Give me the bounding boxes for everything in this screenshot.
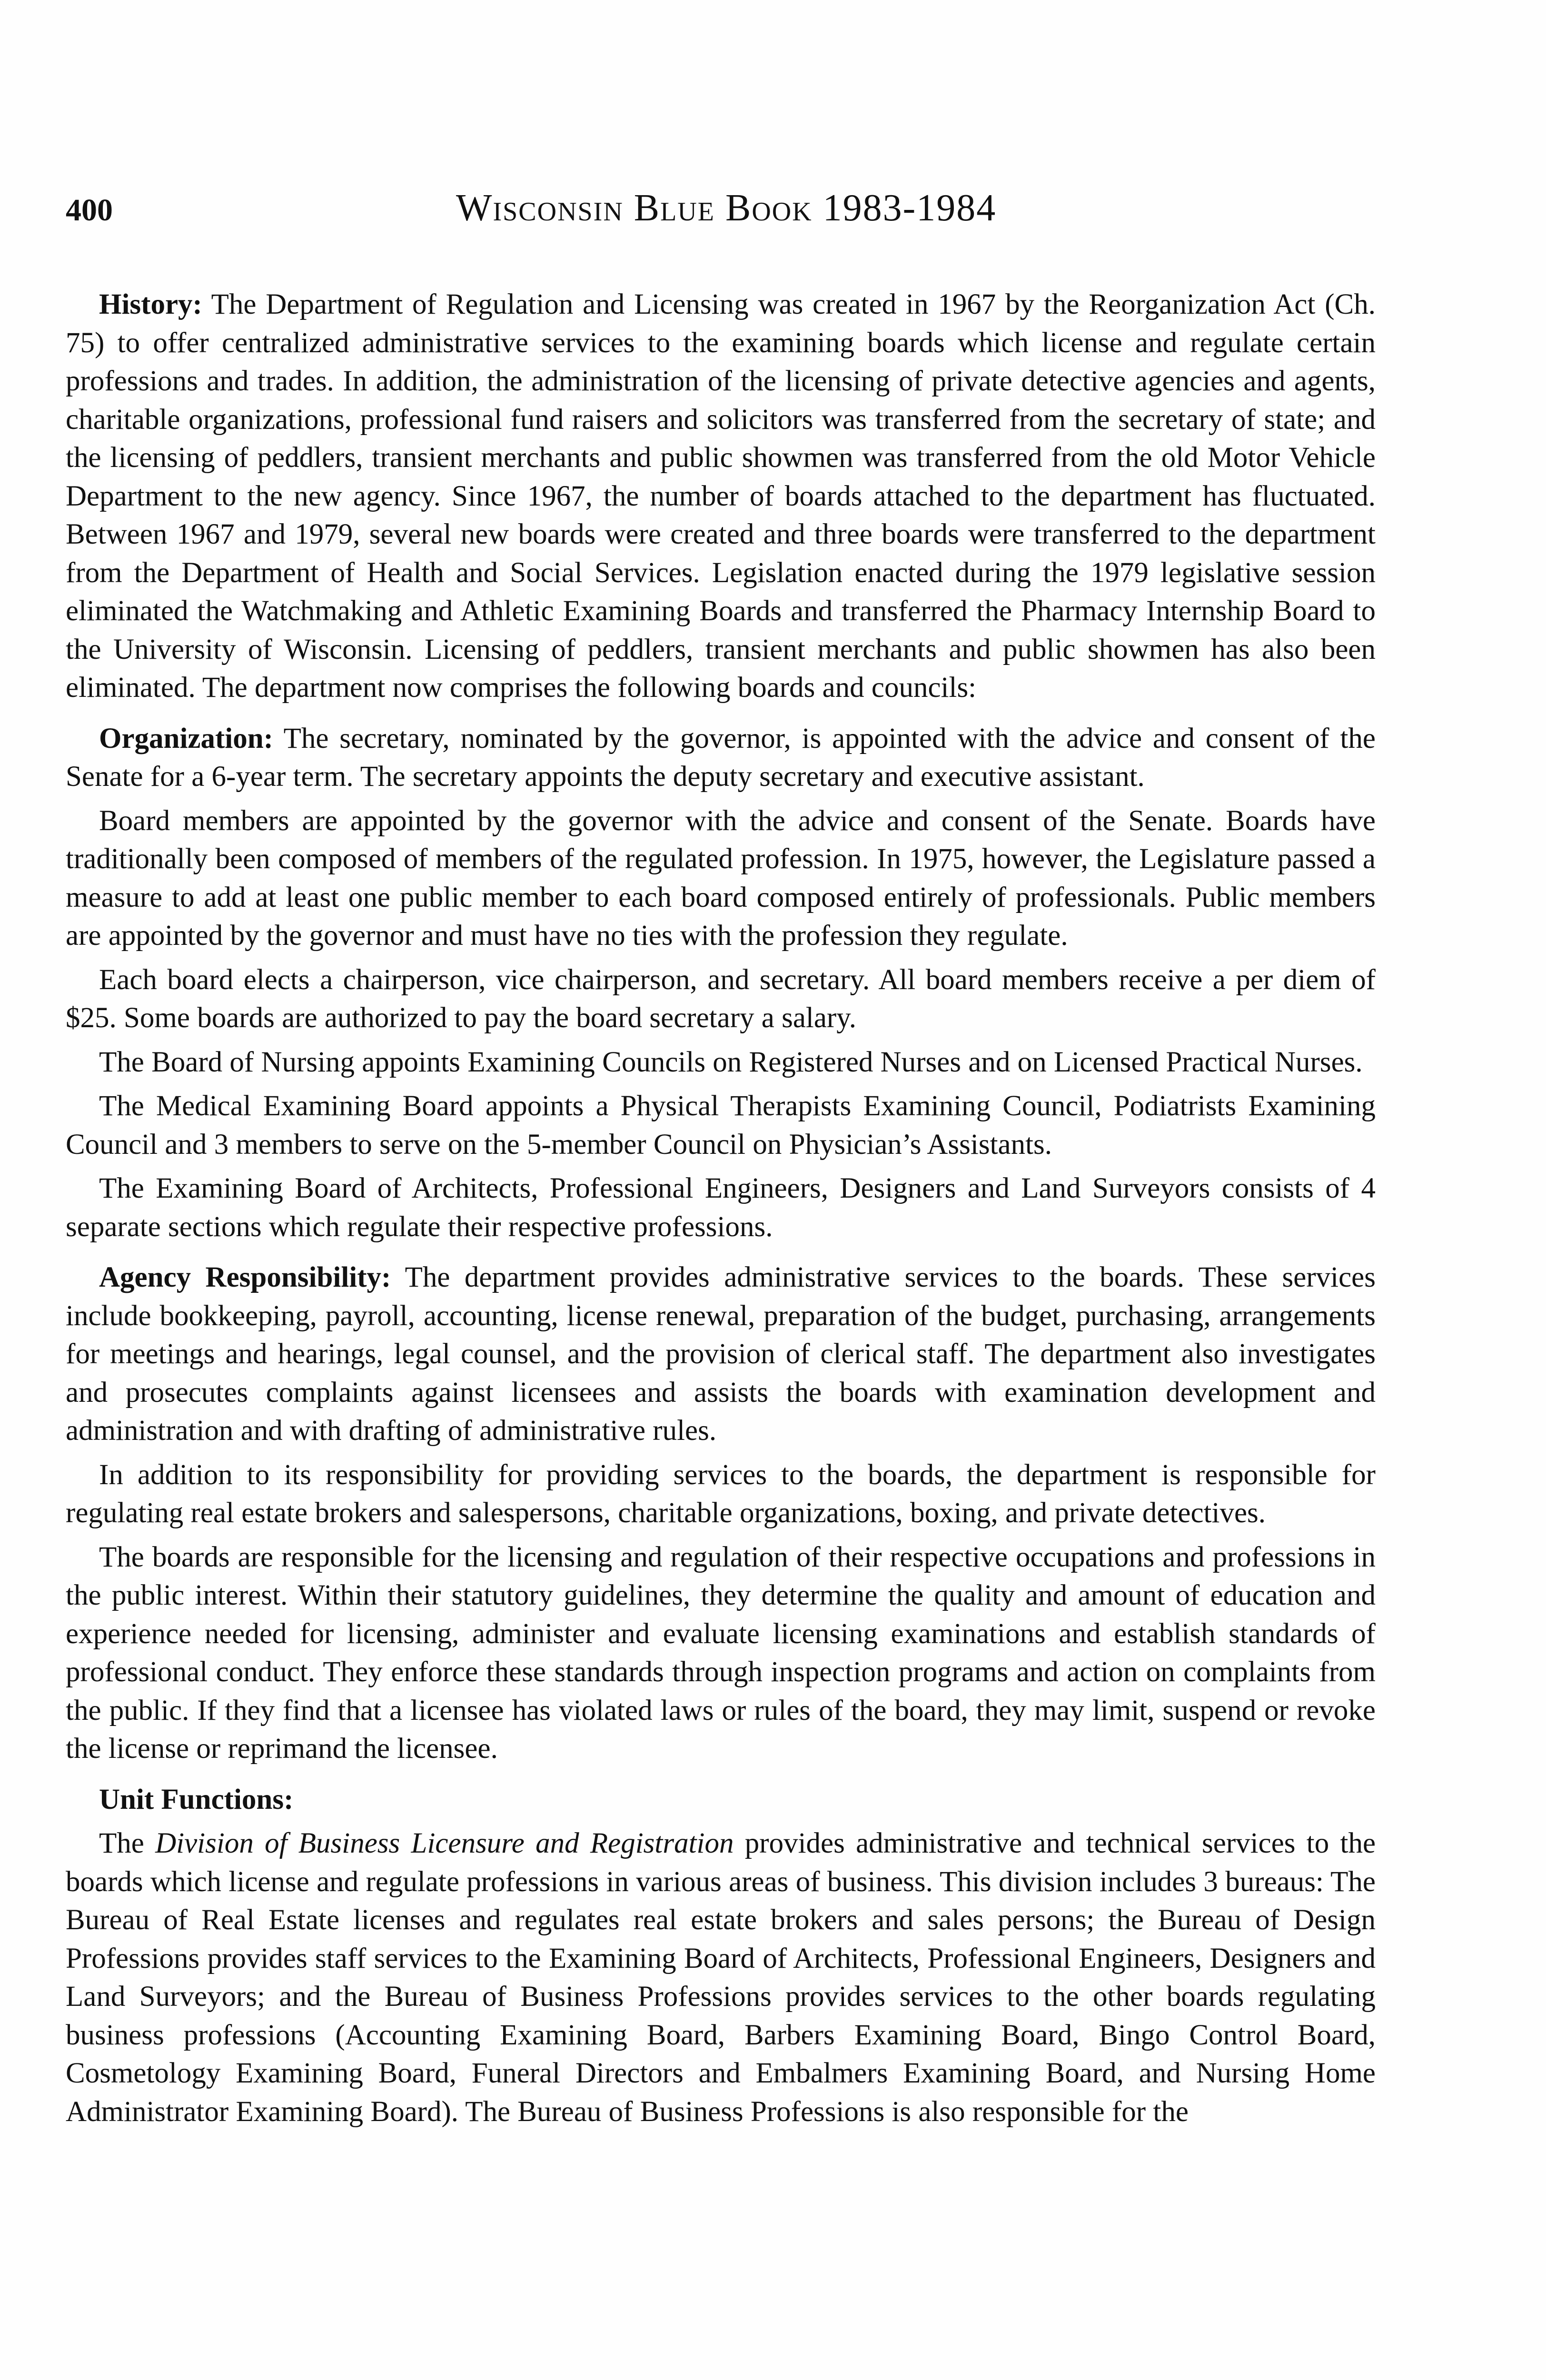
book-title: Wisconsin Blue Book 1983-1984 (456, 187, 997, 229)
division-name: Division of Business Licensure and Registration (155, 1827, 734, 1859)
organization-label: Organization: (99, 722, 273, 754)
board-officers-paragraph: Each board elects a chairperson, vice chairperson, and secretary. All board members receive a per diem of $25. Some boards are authorized to pay the board secretary a salary. (66, 963, 1376, 1034)
organization-paragraph (66, 720, 1376, 796)
unit-functions-heading: Unit Functions: (99, 1783, 294, 1815)
division-paragraph (66, 1825, 1376, 2131)
running-head (66, 187, 1375, 239)
history-label: History: (99, 288, 202, 320)
history-paragraph (66, 286, 1376, 707)
regulation-paragraph: In addition to its responsibility for providing services to the boards, the department is responsible for regulating real estate brokers and salespersons, charitable organizations, boxing, and private detectives. (66, 1458, 1376, 1529)
boards-paragraph: The boards are responsible for the licensing and regulation of their respective occupations and professions in the public interest. Within their statutory guidelines, they determine the quality and amount of education and experience needed for licensing, administer and evaluate licensing examinations and establish standards of professional conduct. They enforce these standards through inspection programs and action on complaints from the public. If they find that a licensee has violated laws or rules of the board, they may limit, suspend or revoke the license or reprimand the licensee. (66, 1541, 1376, 1765)
architects-paragraph: The Examining Board of Architects, Professional Engineers, Designers and Land Surveyors consists of 4 separate sections which regulate their respective professions. (66, 1172, 1376, 1243)
organization-text: The secretary, nominated by the governor, is appointed with the advice and consent of the Senate for a 6-year term. The secretary appoints the deputy secretary and executive assistant. (66, 722, 1376, 793)
nursing-paragraph: The Board of Nursing appoints Examining Councils on Registered Nurses and on Licensed Practical Nurses. (99, 1046, 1363, 1078)
division-lead: The (99, 1827, 156, 1859)
page-number: 400 (66, 193, 113, 228)
agency-label: Agency Responsibility: (99, 1261, 391, 1293)
agency-paragraph (66, 1259, 1376, 1450)
division-text: provides administrative and technical services to the boards which license and regulate professions in various areas of business. This division includes 3 bureaus: The Bureau of Real Estate licenses and regulates real estate brokers and sales persons; the Bureau of Design Professions provides staff services to the Examining Board of Architects, Professional Engineers, Designers and Land Surveyors; and the Bureau of Business Professions provides services to the other boards regulating business professions (Accounting Examining Board, Barbers Examining Board, Bingo Control Board, Cosmetology Examining Board, Funeral Directors and Embalmers Examining Board, and Nursing Home Administrator Examining Board). The Bureau of Business Professions is also responsible for the (66, 1827, 1376, 2128)
medical-paragraph: The Medical Examining Board appoints a Physical Therapists Examining Council, Podiatrists Examining Council and 3 members to serve on the 5-member Council on Physician’s Assistants. (66, 1090, 1376, 1160)
board-members-paragraph: Board members are appointed by the governor with the advice and consent of the Senate. Boards have traditionally been composed of members of the regulated profession. In 1975, however, the Legislature passed a measure to add at least one public member to each board composed entirely of professionals. Public members are appointed by the governor and must have no ties with the profession they regulate. (66, 804, 1376, 952)
agency-text: The department provides administrative services to the boards. These services include bookkeeping, payroll, accounting, license renewal, preparation of the budget, purchasing, arrangements for meetings and hearings, legal counsel, and the provision of clerical staff. The department also investigates and prosecutes complaints against licensees and assists the boards with examination development and administration and with drafting of administrative rules. (66, 1261, 1376, 1447)
body-text (66, 286, 1376, 2131)
history-text: The Department of Regulation and Licensing was created in 1967 by the Reorganization Act (Ch. 75) to offer centralized administrative services to the examining boards which license and regulate certain professions and trades. In addition, the administration of the licensing of private detective agencies and agents, charitable organizations, professional fund raisers and solicitors was transferred from the secretary of state; and the licensing of peddlers, transient merchants and public showmen was transferred from the old Motor Vehicle Department to the new agency. Since 1967, the number of boards attached to the department has fluctuated. Between 1967 and 1979, several new boards were created and three boards were transferred to the department from the Department of Health and Social Services. Legislation enacted during the 1979 legislative session eliminated the Watchmaking and Athletic Examining Boards and transferred the Pharmacy Internship Board to the University of Wisconsin. Licensing of peddlers, transient merchants and public showmen has also been eliminated. The department now comprises the following boards and councils: (66, 288, 1376, 704)
